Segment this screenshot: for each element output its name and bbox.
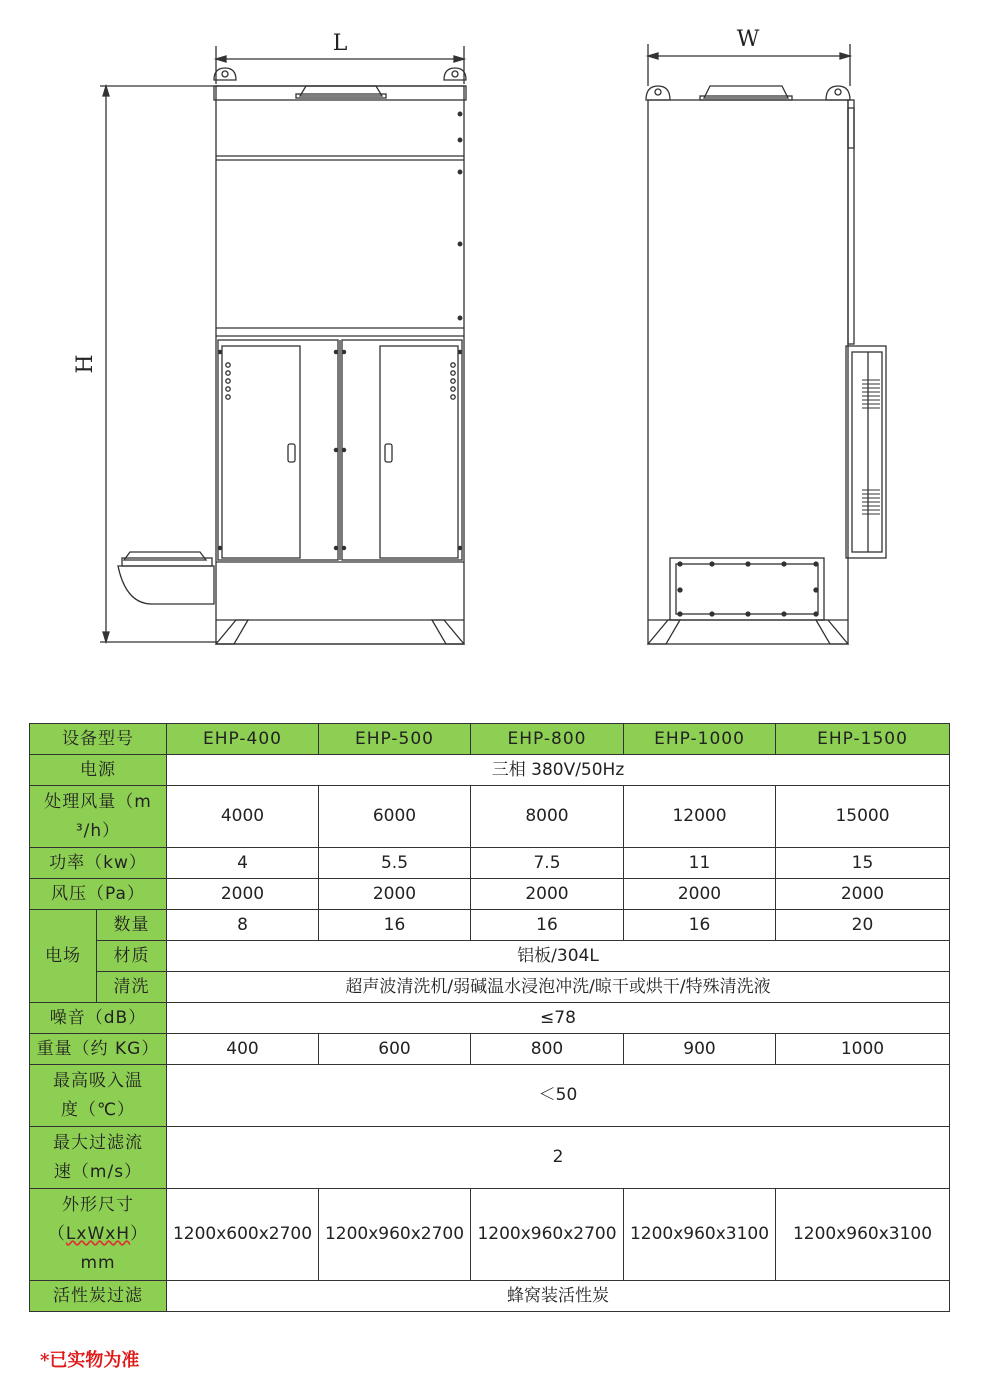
- value-cell: 2000: [319, 879, 471, 910]
- value-cell: 600: [319, 1034, 471, 1065]
- value-cell: 2000: [624, 879, 776, 910]
- row-model: [30, 724, 950, 755]
- value-cell: 2000: [776, 879, 950, 910]
- value-cell: 1200x960x3100: [776, 1189, 950, 1281]
- value-cell: 12000: [624, 786, 776, 848]
- merged-value: 三相 380V/50Hz: [167, 755, 950, 786]
- label-line: mm: [80, 1253, 116, 1273]
- label-line: 最高吸入温: [53, 1070, 143, 1091]
- row-label: [30, 786, 167, 848]
- row-field-cleaning: [30, 972, 950, 1003]
- merged-value: 蜂窝装活性炭: [167, 1281, 950, 1312]
- value-cell: 6000: [319, 786, 471, 848]
- value-cell: 2000: [167, 879, 319, 910]
- value-cell: 1200x960x2700: [471, 1189, 624, 1281]
- label-line: 度（℃）: [60, 1099, 136, 1120]
- sub-label: 清洗: [97, 972, 167, 1003]
- model-header: 设备型号: [30, 724, 167, 755]
- value-cell: 16: [624, 910, 776, 941]
- value-cell: 16: [471, 910, 624, 941]
- row-label: 活性炭过滤: [30, 1281, 167, 1312]
- value-cell: 2000: [471, 879, 624, 910]
- row-noise: [30, 1003, 950, 1034]
- value-cell: 1200x960x2700: [319, 1189, 471, 1281]
- row-label: [30, 1127, 167, 1189]
- value-cell: 15: [776, 848, 950, 879]
- value-cell: 4000: [167, 786, 319, 848]
- label-line: 外形尺寸: [62, 1195, 134, 1215]
- front-view: [118, 68, 466, 644]
- row-label: 风压（Pa）: [30, 879, 167, 910]
- value-cell: 4: [167, 848, 319, 879]
- row-weight: [30, 1034, 950, 1065]
- value-cell: 900: [624, 1034, 776, 1065]
- label-line: ）: [130, 1224, 149, 1244]
- value-cell: 400: [167, 1034, 319, 1065]
- label-line: LxWxH: [65, 1224, 131, 1244]
- row-field-quantity: [30, 910, 950, 941]
- merged-value: 铝板/304L: [167, 941, 950, 972]
- model-cell: EHP-500: [319, 724, 471, 755]
- row-label: [30, 1065, 167, 1127]
- model-cell: EHP-1500: [776, 724, 950, 755]
- row-pressure: [30, 879, 950, 910]
- value-cell: 20: [776, 910, 950, 941]
- footnote: *已实物为准: [40, 1350, 140, 1371]
- row-label: 重量（约 KG）: [30, 1034, 167, 1065]
- value-cell: 5.5: [319, 848, 471, 879]
- value-cell: 8000: [471, 786, 624, 848]
- row-label: [30, 1189, 167, 1281]
- row-max-temp: [30, 1065, 950, 1127]
- row-label: 噪音（dB）: [30, 1003, 167, 1034]
- field-label: 电场: [30, 910, 97, 1003]
- label-line: （: [47, 1224, 66, 1244]
- merged-value: 超声波清洗机/弱碱温水浸泡冲洗/晾干或烘干/特殊清洗液: [167, 972, 950, 1003]
- value-cell: 15000: [776, 786, 950, 848]
- value-cell: 11: [624, 848, 776, 879]
- model-cell: EHP-400: [167, 724, 319, 755]
- row-label: 功率（kw）: [30, 848, 167, 879]
- row-airflow: [30, 786, 950, 848]
- row-power-supply: [30, 755, 950, 786]
- spec-table: [29, 723, 950, 1312]
- row-max-speed: [30, 1127, 950, 1189]
- sub-label: 数量: [97, 910, 167, 941]
- model-cell: EHP-1000: [624, 724, 776, 755]
- model-cell: EHP-800: [471, 724, 624, 755]
- value-cell: 1200x600x2700: [167, 1189, 319, 1281]
- row-label: 电源: [30, 755, 167, 786]
- value-cell: 7.5: [471, 848, 624, 879]
- row-carbon: [30, 1281, 950, 1312]
- label-line: ³/h）: [75, 820, 121, 841]
- label-line: 处理风量（m: [44, 791, 152, 812]
- value-cell: 800: [471, 1034, 624, 1065]
- label-line: 最大过滤流: [53, 1132, 143, 1153]
- label-line: 速（m/s）: [53, 1161, 143, 1182]
- row-dimensions: [30, 1189, 950, 1281]
- dim-label-w: W: [736, 27, 760, 52]
- value-cell: 16: [319, 910, 471, 941]
- dim-label-l: L: [332, 31, 348, 56]
- value-cell: 1200x960x3100: [624, 1189, 776, 1281]
- side-view: [646, 86, 886, 644]
- sub-label: 材质: [97, 941, 167, 972]
- row-field-material: [30, 941, 950, 972]
- merged-value: ＜50: [167, 1065, 950, 1127]
- value-cell: 1000: [776, 1034, 950, 1065]
- value-cell: 8: [167, 910, 319, 941]
- row-power: [30, 848, 950, 879]
- dim-label-h: H: [73, 354, 98, 374]
- merged-value: 2: [167, 1127, 950, 1189]
- merged-value: ≤78: [167, 1003, 950, 1034]
